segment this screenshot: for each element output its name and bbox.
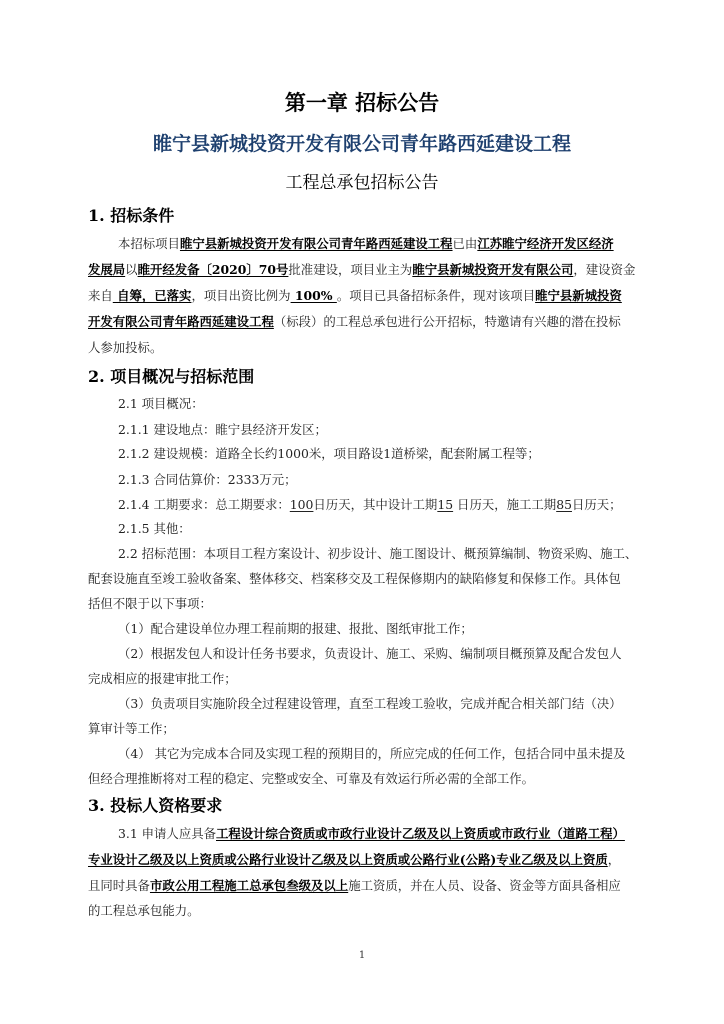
item-2-1-2: 2.1.2 建设规模：道路全长约1000米，项目路设1道桥梁，配套附属工程等； xyxy=(118,446,540,461)
chapter-title: 第一章 招标公告 xyxy=(284,90,440,115)
approval-authority-cont: 发展局 xyxy=(88,262,126,277)
item-2-1-1: 2.1.1 建设地点：睢宁县经济开发区； xyxy=(118,422,327,437)
section3-line3 xyxy=(88,878,621,894)
section3-line2 xyxy=(88,852,620,868)
design-qualification: 工程设计综合资质或市政行业设计乙级及以上资质或市政行业（道路工程） xyxy=(216,826,625,841)
approval-authority: 江苏睢宁经济开发区经济 xyxy=(477,236,614,251)
notice-title: 工程总承包招标公告 xyxy=(285,173,439,193)
project-title: 睢宁县新城投资开发有限公司青年路西延建设工程 xyxy=(152,133,571,155)
scope-item-2-line1: （2）根据发包人和设计任务书要求，负责设计、施工、采购、编制项目概预算及配合发包人 xyxy=(118,646,622,661)
design-duration: 15 xyxy=(437,497,454,512)
scope-item-3-line1: （3）负责项目实施阶段全过程建设管理，直至工程竣工验收，完成并配合相关部门结（决） xyxy=(118,696,622,711)
item-2-2-line1: 2.2 招标范围：本项目工程方案设计、初步设计、施工图设计、概预算编制、物资采购、施工、 xyxy=(118,546,638,561)
section1-heading: 1. 招标条件 xyxy=(88,206,175,225)
text: 已由 xyxy=(452,236,478,251)
page-number: 1 xyxy=(358,950,366,961)
item-2-1-4 xyxy=(118,497,622,513)
text: 日历天，其中设计工期 xyxy=(313,497,438,512)
text: 日历天； xyxy=(571,497,622,512)
text: ， xyxy=(607,852,621,867)
text: 且同时具备 xyxy=(88,878,150,893)
project-owner: 睢宁县新城投资开发有限公司 xyxy=(412,262,574,277)
construction-duration: 85 xyxy=(556,497,572,512)
section3-line1 xyxy=(118,826,625,842)
scope-item-1: （1）配合建设单位办理工程前期的报建、报批、图纸审批工作； xyxy=(118,621,473,636)
project-name: 睢宁县新城投资开发有限公司青年路西延建设工程 xyxy=(179,236,453,251)
section1-line5: 人参加投标。 xyxy=(88,340,163,355)
design-qualification-cont: 专业设计乙级及以上资质或公路行业设计乙级及以上资质或公路行业(公路)专业乙级及以上资质 xyxy=(88,852,608,867)
scope-item-4-line2: 但经合理推断将对工程的稳定、完整或安全、可靠及有效运行所必需的全部工作。 xyxy=(88,771,535,786)
text: 3.1 申请人应具备 xyxy=(118,826,216,841)
text: 本招标项目 xyxy=(118,236,180,251)
funding-ratio: 100% xyxy=(290,288,337,303)
text: 施工资质，并在人员、设备、资金等方面具备相应 xyxy=(348,878,621,893)
text: 2.1.4 工期要求：总工期要求： xyxy=(118,497,290,512)
section2-heading: 2. 项目概况与招标范围 xyxy=(88,367,255,386)
item-2-1: 2.1 项目概况： xyxy=(118,396,204,411)
total-duration: 100 xyxy=(289,497,314,512)
section1-line2 xyxy=(88,262,635,278)
item-2-2-line2: 配套设施直至竣工验收备案、整体移交、档案移交及工程保修期内的缺陷修复和保修工作。具体包 xyxy=(88,571,621,586)
section1-line1 xyxy=(118,236,614,252)
text: ，建设资金 xyxy=(573,262,636,277)
approval-number: 睢开经发备〔2020〕70号 xyxy=(137,262,289,277)
item-2-1-5: 2.1.5 其他： xyxy=(118,521,191,536)
item-2-2-line3: 括但不限于以下事项： xyxy=(88,596,212,611)
text: 日历天，施工工期 xyxy=(453,497,557,512)
text: ，项目出资比例为 xyxy=(191,288,291,303)
construction-qualification: 市政公用工程施工总承包叁级及以上 xyxy=(149,878,349,893)
text: （标段）的工程总承包进行公开招标，特邀请有兴趣的潜在投标 xyxy=(273,314,621,329)
item-2-1-3: 2.1.3 合同估算价：2333万元； xyxy=(118,472,297,487)
scope-item-2-line2: 完成相应的报建审批工作； xyxy=(88,671,237,686)
section3-heading: 3. 投标人资格要求 xyxy=(88,796,223,815)
section1-line3 xyxy=(88,288,622,304)
project-name-2-cont: 开发有限公司青年路西延建设工程 xyxy=(88,314,274,329)
text: 来自 xyxy=(88,288,113,303)
funding-source: 自筹，已落实 xyxy=(112,288,192,303)
scope-item-4-line1: （4） 其它为完成本合同及实现工程的预期目的，所应完成的任何工作，包括合同中虽未提及 xyxy=(118,746,626,761)
text: 。项目已具备招标条件，现对该项目 xyxy=(336,288,536,303)
section1-line4 xyxy=(88,314,621,330)
section3-line4: 的工程总承包能力。 xyxy=(88,903,200,918)
text: 批准建设，项目业主为 xyxy=(288,262,413,277)
project-name-2: 睢宁县新城投资 xyxy=(535,288,622,303)
scope-item-3-line2: 算审计等工作； xyxy=(88,721,175,736)
text: 以 xyxy=(125,262,138,277)
